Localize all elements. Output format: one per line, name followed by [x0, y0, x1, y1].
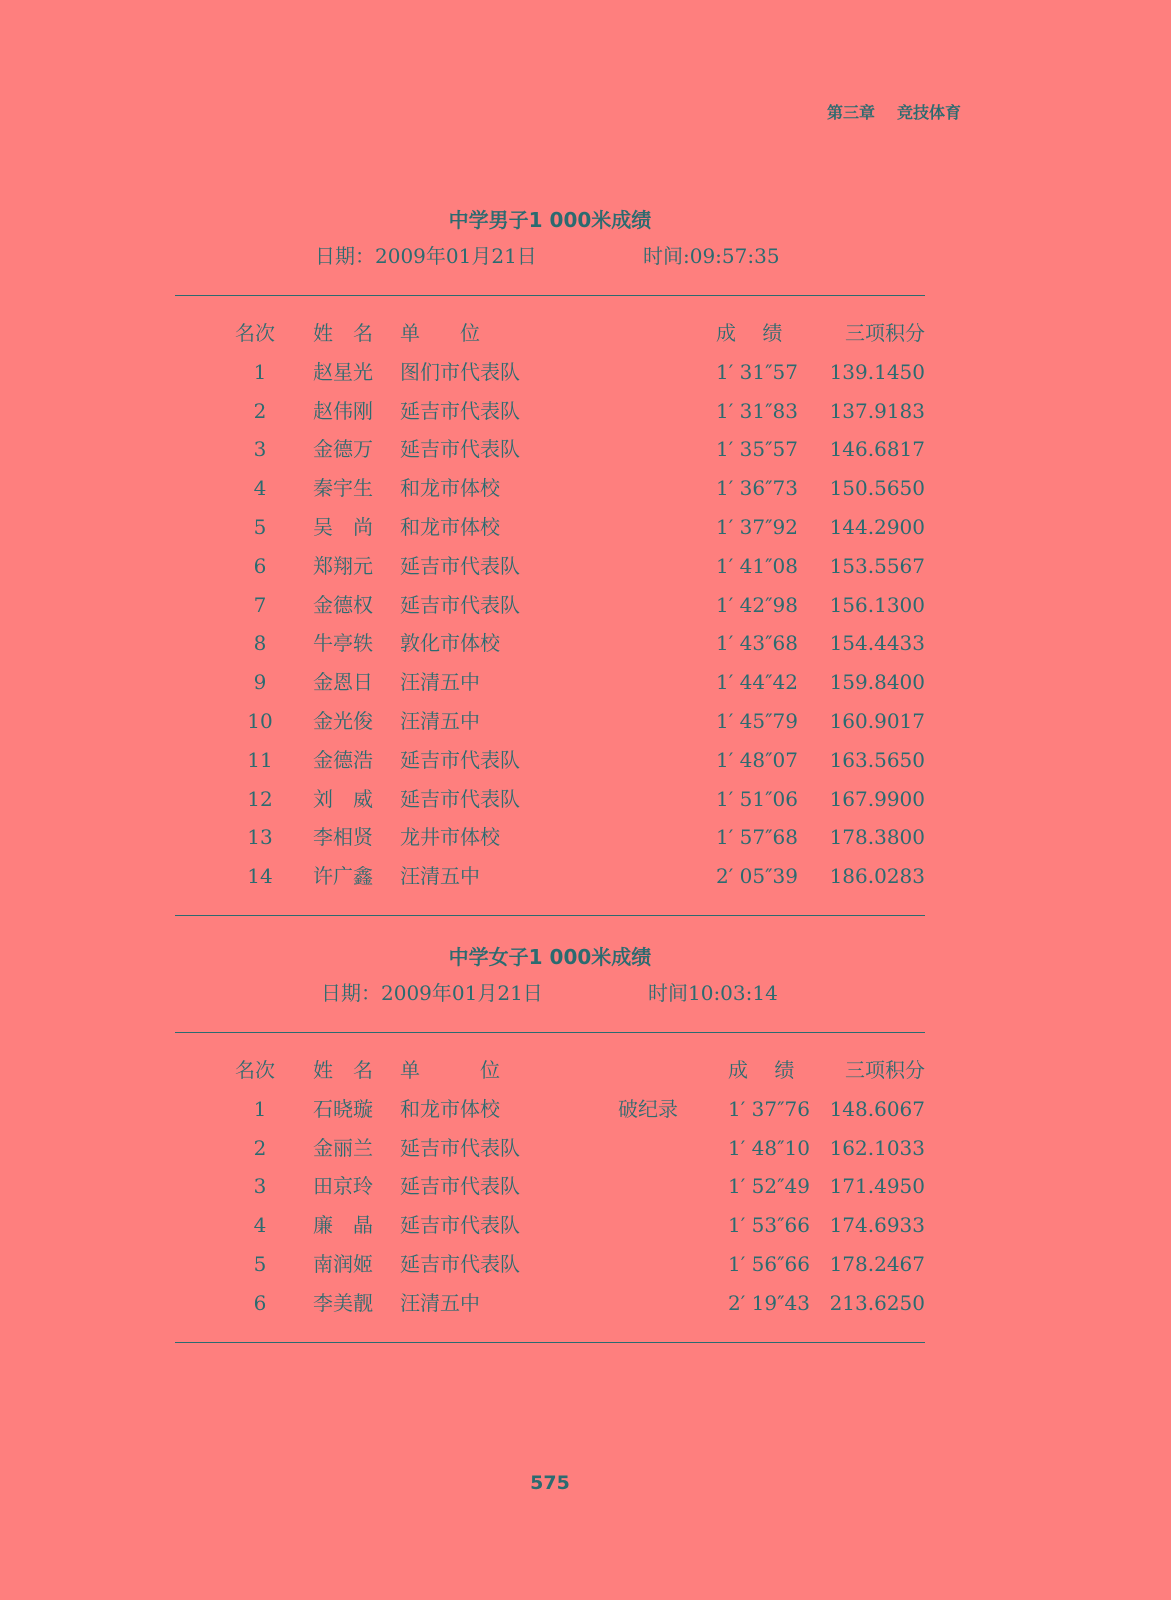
score-cell: 171.4950 [829, 1174, 925, 1199]
time-cell: 1′ 36″73 [716, 476, 798, 501]
unit-cell: 和龙市体校 [400, 514, 500, 539]
time-cell: 1′ 44″42 [716, 670, 798, 695]
time-cell: 1′ 37″92 [716, 514, 798, 539]
men-date: 日期：2009年01月21日 [315, 244, 537, 268]
rank-cell: 1 [253, 1096, 267, 1121]
men-top-rule [175, 295, 925, 296]
unit-cell: 延吉市代表队 [400, 398, 520, 423]
rank-cell: 6 [253, 553, 267, 578]
unit-cell: 延吉市代表队 [400, 747, 520, 772]
score-cell: 153.5567 [829, 553, 925, 578]
page-number: 575 [530, 1472, 570, 1494]
unit-cell: 延吉市代表队 [400, 1251, 520, 1276]
name-cell: 郑翔元 [313, 553, 373, 578]
women-bottom-rule [175, 1342, 925, 1343]
time-cell: 1′ 48″10 [728, 1135, 810, 1160]
rank-cell: 8 [253, 631, 267, 656]
rank-cell: 5 [253, 1251, 267, 1276]
time-cell: 1′ 41″08 [716, 553, 798, 578]
men-rows [175, 353, 925, 896]
name-cell: 田京玲 [313, 1174, 373, 1199]
col-score-header: 三项积分 [845, 321, 925, 345]
name-cell: 金德万 [313, 437, 373, 462]
table-row [175, 1090, 925, 1129]
name-cell: 吴 尚 [313, 514, 373, 539]
col-unit-header: 单 位 [400, 1058, 500, 1082]
score-cell: 154.4433 [829, 631, 925, 656]
section-label: 竞技体育 [896, 103, 961, 122]
name-cell: 金丽兰 [313, 1135, 373, 1160]
rank-cell: 12 [247, 786, 273, 811]
score-cell: 156.1300 [829, 592, 925, 617]
unit-cell: 延吉市代表队 [400, 1213, 520, 1238]
table-row [175, 780, 925, 819]
col-rank-header: 名次 [235, 321, 275, 345]
score-cell: 160.9017 [829, 708, 925, 733]
unit-cell: 汪清五中 [400, 708, 480, 733]
unit-cell: 汪清五中 [400, 670, 480, 695]
unit-cell: 和龙市体校 [400, 1096, 500, 1121]
score-cell: 213.6250 [829, 1290, 925, 1315]
name-cell: 秦宇生 [313, 476, 373, 501]
note-cell: 破纪录 [618, 1096, 678, 1121]
time-cell: 1′ 42″98 [716, 592, 798, 617]
women-date: 日期：2009年01月21日 [321, 981, 543, 1005]
table-row [175, 547, 925, 586]
rank-cell: 2 [253, 398, 267, 423]
table-row [175, 663, 925, 702]
col-name-header: 姓 名 [313, 321, 373, 345]
rank-cell: 13 [247, 825, 273, 850]
name-cell: 金光俊 [313, 708, 373, 733]
unit-cell: 敦化市体校 [400, 631, 500, 656]
unit-cell: 龙井市体校 [400, 825, 500, 850]
name-cell: 金德浩 [313, 747, 373, 772]
score-cell: 167.9900 [829, 786, 925, 811]
rank-cell: 5 [253, 514, 267, 539]
unit-cell: 延吉市代表队 [400, 1174, 520, 1199]
col-rank-header: 名次 [235, 1058, 275, 1082]
men-header-row [175, 314, 925, 353]
score-cell: 137.9183 [829, 398, 925, 423]
rank-cell: 3 [253, 437, 267, 462]
table-row [175, 857, 925, 896]
time-cell: 1′ 35″57 [716, 437, 798, 462]
men-table-title: 中学男子1 000米成绩 [448, 208, 652, 232]
time-cell: 1′ 53″66 [728, 1213, 810, 1238]
table-row [175, 1167, 925, 1206]
time-cell: 1′ 37″76 [728, 1096, 810, 1121]
women-results-section [175, 943, 925, 1343]
score-cell: 178.2467 [829, 1251, 925, 1276]
name-cell: 李美靓 [313, 1290, 373, 1315]
table-row [175, 469, 925, 508]
women-meta [175, 971, 925, 1009]
time-cell: 1′ 51″06 [716, 786, 798, 811]
score-cell: 146.6817 [829, 437, 925, 462]
unit-cell: 汪清五中 [400, 1290, 480, 1315]
name-cell: 金恩日 [313, 670, 373, 695]
rank-cell: 10 [247, 708, 273, 733]
time-cell: 1′ 31″83 [716, 398, 798, 423]
table-row [175, 508, 925, 547]
rank-cell: 7 [253, 592, 267, 617]
table-row [175, 1206, 925, 1245]
time-cell: 1′ 31″57 [716, 359, 798, 384]
name-cell: 石晓璇 [313, 1096, 373, 1121]
women-rows [175, 1090, 925, 1323]
name-cell: 廉 晶 [313, 1213, 373, 1238]
col-name-header: 姓 名 [313, 1058, 373, 1082]
name-cell: 赵伟刚 [313, 398, 373, 423]
score-cell: 174.6933 [829, 1213, 925, 1238]
women-header-row [175, 1051, 925, 1090]
score-cell: 162.1033 [829, 1135, 925, 1160]
unit-cell: 和龙市体校 [400, 476, 500, 501]
running-header [827, 100, 961, 123]
time-cell: 2′ 19″43 [728, 1290, 810, 1315]
unit-cell: 图们市代表队 [400, 359, 520, 384]
women-time: 时间10:03:14 [648, 981, 778, 1005]
rank-cell: 14 [247, 864, 273, 889]
women-table-title: 中学女子1 000米成绩 [448, 945, 652, 969]
rank-cell: 4 [253, 1213, 267, 1238]
rank-cell: 3 [253, 1174, 267, 1199]
table-row [175, 1129, 925, 1168]
unit-cell: 延吉市代表队 [400, 553, 520, 578]
time-cell: 1′ 52″49 [728, 1174, 810, 1199]
table-row [175, 586, 925, 625]
table-row [175, 430, 925, 469]
unit-cell: 延吉市代表队 [400, 786, 520, 811]
score-cell: 139.1450 [829, 359, 925, 384]
score-cell: 144.2900 [829, 514, 925, 539]
name-cell: 赵星光 [313, 359, 373, 384]
unit-cell: 延吉市代表队 [400, 437, 520, 462]
table-row [175, 392, 925, 431]
col-unit-header: 单 位 [400, 321, 480, 345]
score-cell: 178.3800 [829, 825, 925, 850]
col-time-header: 成 绩 [728, 1058, 795, 1082]
time-cell: 1′ 56″66 [728, 1251, 810, 1276]
rank-cell: 11 [247, 747, 273, 772]
men-bottom-rule [175, 915, 925, 916]
men-time: 时间:09:57:35 [643, 244, 780, 268]
time-cell: 1′ 45″79 [716, 708, 798, 733]
score-cell: 159.8400 [829, 670, 925, 695]
col-time-header: 成 绩 [716, 321, 783, 345]
table-row [175, 818, 925, 857]
table-row [175, 1245, 925, 1284]
name-cell: 牛亭轶 [313, 631, 373, 656]
name-cell: 金德权 [313, 592, 373, 617]
rank-cell: 1 [253, 359, 267, 384]
score-cell: 148.6067 [829, 1096, 925, 1121]
unit-cell: 汪清五中 [400, 864, 480, 889]
time-cell: 1′ 57″68 [716, 825, 798, 850]
name-cell: 许广鑫 [313, 864, 373, 889]
table-row [175, 702, 925, 741]
table-row [175, 353, 925, 392]
men-meta [175, 234, 925, 272]
unit-cell: 延吉市代表队 [400, 592, 520, 617]
unit-cell: 延吉市代表队 [400, 1135, 520, 1160]
time-cell: 1′ 48″07 [716, 747, 798, 772]
rank-cell: 9 [253, 670, 267, 695]
rank-cell: 4 [253, 476, 267, 501]
score-cell: 150.5650 [829, 476, 925, 501]
score-cell: 163.5650 [829, 747, 925, 772]
name-cell: 南润姬 [313, 1251, 373, 1276]
men-results-section [175, 206, 925, 916]
name-cell: 李相贤 [313, 825, 373, 850]
score-cell: 186.0283 [829, 864, 925, 889]
table-row [175, 1284, 925, 1323]
col-score-header: 三项积分 [845, 1058, 925, 1082]
name-cell: 刘 威 [313, 786, 373, 811]
rank-cell: 6 [253, 1290, 267, 1315]
chapter-label: 第三章 [826, 103, 875, 122]
table-row [175, 624, 925, 663]
rank-cell: 2 [253, 1135, 267, 1160]
women-top-rule [175, 1032, 925, 1033]
time-cell: 1′ 43″68 [716, 631, 798, 656]
time-cell: 2′ 05″39 [716, 864, 798, 889]
table-row [175, 741, 925, 780]
